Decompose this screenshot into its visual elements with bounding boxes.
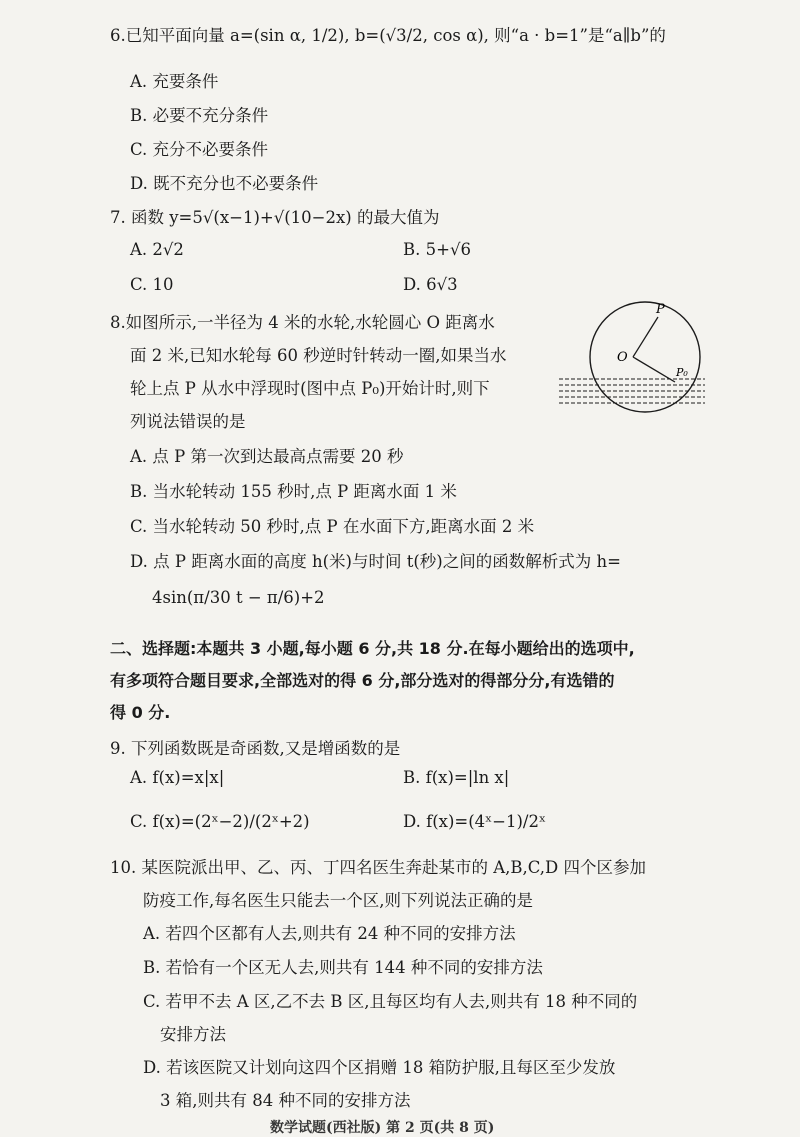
q8-option-c: C. 当水轮转动 50 秒时,点 P 在水面下方,距离水面 2 米 xyxy=(130,517,535,536)
q10-option-d-cont: 3 箱,则共有 84 种不同的安排方法 xyxy=(160,1091,411,1110)
q9-option-c: C. f(x)=(2ˣ−2)/(2ˣ+2) xyxy=(130,812,310,831)
q6-option-c: C. 充分不必要条件 xyxy=(130,140,269,159)
question-8-line-1: 8.如图所示,一半径为 4 米的水轮,水轮圆心 O 距离水 xyxy=(110,313,495,332)
section-2-line-2: 有多项符合题目要求,全部选对的得 6 分,部分选对的得部分分,有选错的 xyxy=(110,671,615,690)
q10-option-a: A. 若四个区都有人去,则共有 24 种不同的安排方法 xyxy=(143,924,516,943)
water-wheel-figure xyxy=(555,300,725,420)
label-p0: P₀ xyxy=(676,366,688,379)
question-7-stem: 7. 函数 y=5√(x−1)+√(10−2x) 的最大值为 xyxy=(110,208,440,227)
q6-option-d: D. 既不充分也不必要条件 xyxy=(130,174,319,193)
q10-option-c: C. 若甲不去 A 区,乙不去 B 区,且每区均有人去,则共有 18 种不同的 xyxy=(143,992,638,1011)
question-9-stem: 9. 下列函数既是奇函数,又是增函数的是 xyxy=(110,739,401,758)
label-p: P xyxy=(656,302,665,317)
q7-option-b: B. 5+√6 xyxy=(403,240,471,259)
question-8-line-4: 列说法错误的是 xyxy=(130,412,246,431)
question-6-stem: 6.已知平面向量 a=(sin α, 1/2), b=(√3/2, cos α), 则“a · b=1”是“a∥b”的 xyxy=(110,26,666,45)
q10-option-c-cont: 安排方法 xyxy=(160,1025,226,1044)
question-8-line-3: 轮上点 P 从水中浮现时(图中点 P₀)开始计时,则下 xyxy=(130,379,490,398)
q7-option-c: C. 10 xyxy=(130,275,174,294)
q6-option-a: A. 充要条件 xyxy=(130,72,219,91)
q8-option-d: D. 点 P 距离水面的高度 h(米)与时间 t(秒)之间的函数解析式为 h= xyxy=(130,552,621,571)
page-footer: 数学试题(西社版) 第 2 页(共 8 页) xyxy=(270,1120,495,1136)
radius-to-p xyxy=(633,317,658,357)
question-10-line-1: 10. 某医院派出甲、乙、丙、丁四名医生奔赴某市的 A,B,C,D 四个区参加 xyxy=(110,858,647,877)
question-10-line-2: 防疫工作,每名医生只能去一个区,则下列说法正确的是 xyxy=(143,891,533,910)
q8-option-a: A. 点 P 第一次到达最高点需要 20 秒 xyxy=(130,447,404,466)
q9-option-a: A. f(x)=x|x| xyxy=(130,768,225,787)
water-surface-lines xyxy=(559,379,705,403)
q6-option-b: B. 必要不充分条件 xyxy=(130,106,269,125)
section-2-line-1: 二、选择题:本题共 3 小题,每小题 6 分,共 18 分.在每小题给出的选项中, xyxy=(110,639,635,658)
q7-option-a: A. 2√2 xyxy=(130,240,184,259)
radius-to-p0 xyxy=(633,357,675,382)
q10-option-b: B. 若恰有一个区无人去,则共有 144 种不同的安排方法 xyxy=(143,958,543,977)
q8-formula: 4sin(π/30 t − π/6)+2 xyxy=(152,588,325,607)
label-o: O xyxy=(617,350,628,365)
wheel-circle xyxy=(590,302,700,412)
q7-option-d: D. 6√3 xyxy=(403,275,458,294)
q9-option-b: B. f(x)=|ln x| xyxy=(403,768,510,787)
question-8-line-2: 面 2 米,已知水轮每 60 秒逆时针转动一圈,如果当水 xyxy=(130,346,507,365)
q8-option-b: B. 当水轮转动 155 秒时,点 P 距离水面 1 米 xyxy=(130,482,457,501)
q10-option-d: D. 若该医院又计划向这四个区捐赠 18 箱防护服,且每区至少发放 xyxy=(143,1058,616,1077)
section-2-line-3: 得 0 分. xyxy=(110,703,171,722)
q9-option-d: D. f(x)=(4ˣ−1)/2ˣ xyxy=(403,812,546,831)
